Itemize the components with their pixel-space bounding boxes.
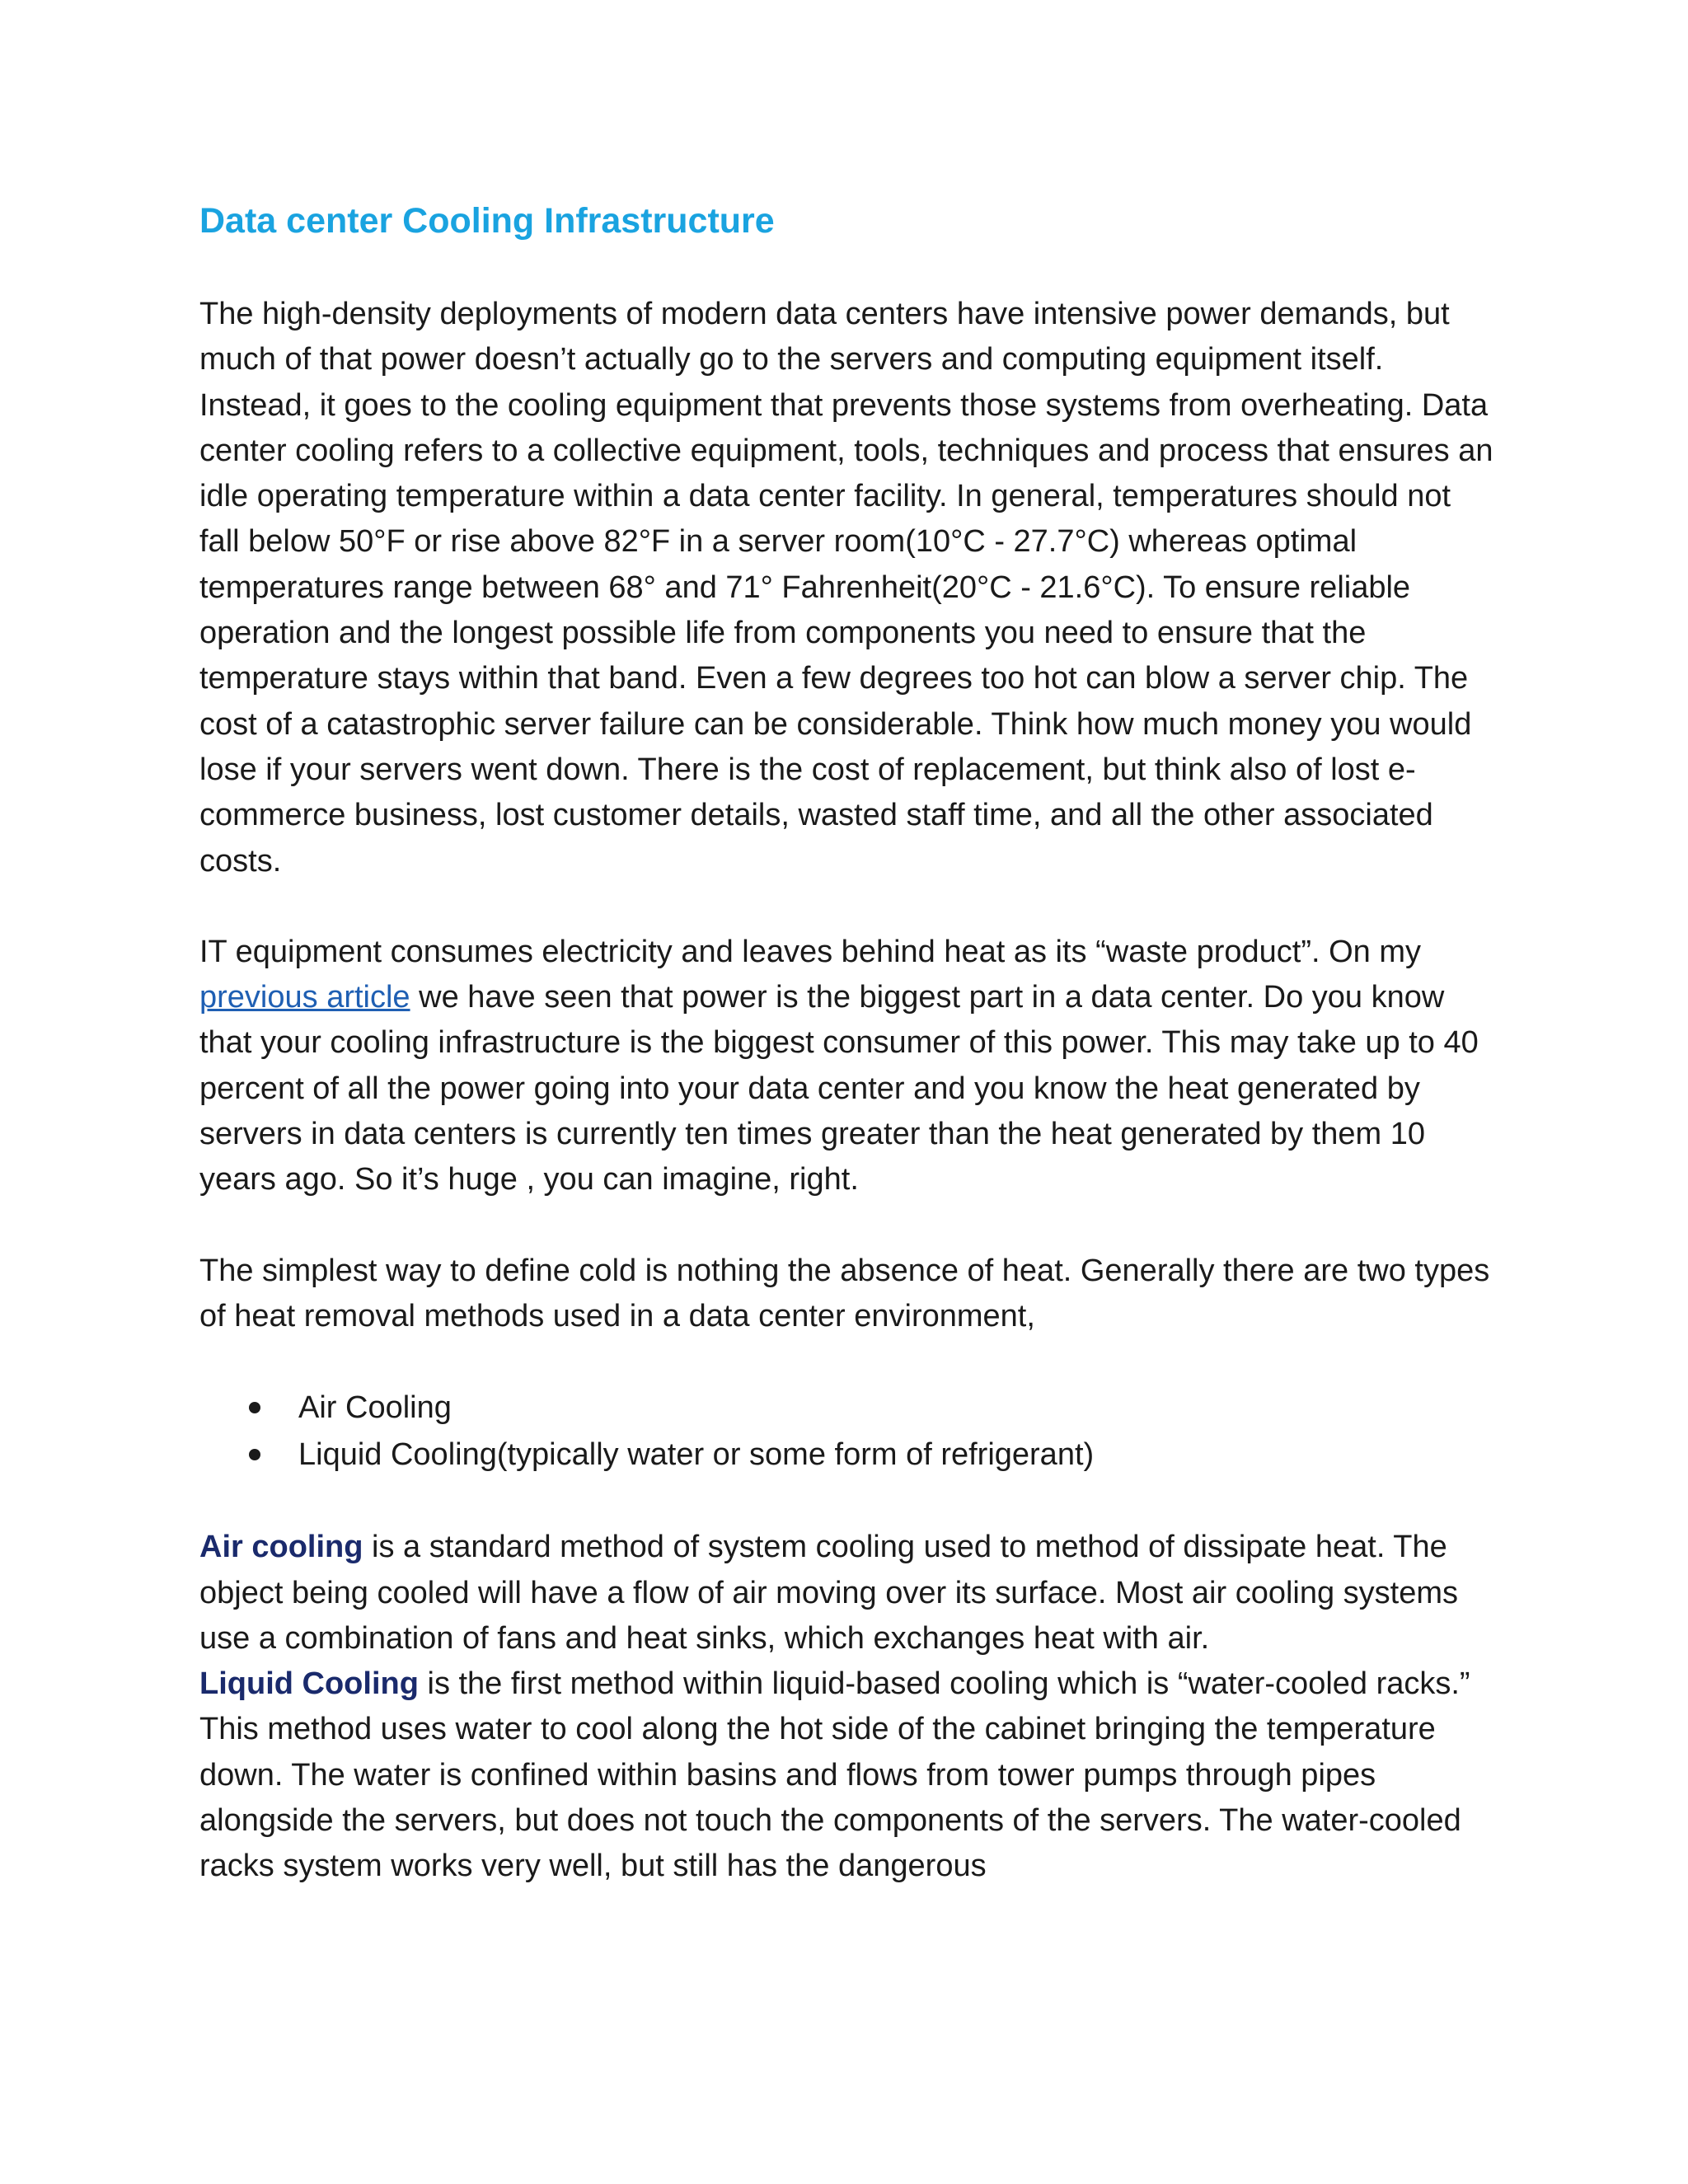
power-paragraph-text-start: IT equipment consumes electricity and leaves behind heat as its “waste product”. On my — [199, 934, 1422, 969]
cooling-methods-list — [199, 1385, 1493, 1479]
power-paragraph-text-end: we have seen that power is the biggest part in a data center. Do you know that your cooling infrastructure is the biggest consumer of this power. This may take up to 40 percent of all the power going into your data center and you know the heat generated by servers in data centers is currently ten times greater than the heat generated by them 10 years ago. So it’s huge , you can imagine, right. — [199, 980, 1479, 1197]
power-paragraph — [199, 930, 1493, 1203]
air-cooling-term: Air cooling — [199, 1530, 363, 1565]
page-title: Data center Cooling Infrastructure — [199, 201, 775, 241]
document-content — [199, 198, 1493, 1890]
heat-removal-paragraph: The simplest way to define cold is nothing the absence of heat. Generally there are two types of heat removal methods used in a data center environment, — [199, 1253, 1490, 1333]
list-item-label: Liquid Cooling(typically water or some form of refrigerant) — [298, 1437, 1095, 1473]
list-item — [199, 1385, 1493, 1432]
bullet-icon — [249, 1402, 260, 1413]
bullet-icon — [249, 1449, 260, 1460]
list-item — [199, 1432, 1493, 1479]
liquid-cooling-term: Liquid Cooling — [199, 1666, 419, 1702]
liquid-cooling-text: is the first method within liquid-based cooling which is “water-cooled racks.” This method uses water to cool along the hot side of the cabinet bringing the temperature down. The water is confined within basins and flows from tower pumps through pipes alongside the servers, but does not touch the components of the servers. The water-cooled racks system works very well, but still has the dangerous — [199, 1666, 1470, 1884]
previous-article-link[interactable]: previous article — [199, 980, 410, 1015]
list-item-label: Air Cooling — [298, 1390, 452, 1426]
air-cooling-text: is a standard method of system cooling used to method of dissipate heat. The object being cooled will have a flow of air moving over its surface. Most air cooling systems use a combination of fans and heat sinks, which exchanges heat with air. — [199, 1530, 1459, 1656]
intro-paragraph: The high-density deployments of modern data centers have intensive power demands, but much of that power doesn’t actually go to the servers and computing equipment itself. Instead, it goes to the cooling equipment that prevents those systems from overheating. Data center cooling refers to a collective equipment, tools, techniques and process that ensures an idle operating temperature within a data center facility. In general, temperatures should not fall below 50°F or rise above 82°F in a server room(10°C - 27.7°C) whereas optimal temperatures range between 68° and 71° Fahrenheit(20°C - 21.6°C). To ensure reliable operation and the longest possible life from components you need to ensure that the temperature stays within that band. Even a few degrees too hot can blow a server chip. The cost of a catastrophic server failure can be considerable. Think how much money you would lose if your servers went down. There is the cost of replacement, but think also of lost e-commerce business, lost customer details, wasted staff time, and all the other associated costs. — [199, 297, 1493, 879]
liquid-cooling-paragraph — [199, 1661, 1493, 1889]
air-cooling-paragraph — [199, 1525, 1493, 1661]
